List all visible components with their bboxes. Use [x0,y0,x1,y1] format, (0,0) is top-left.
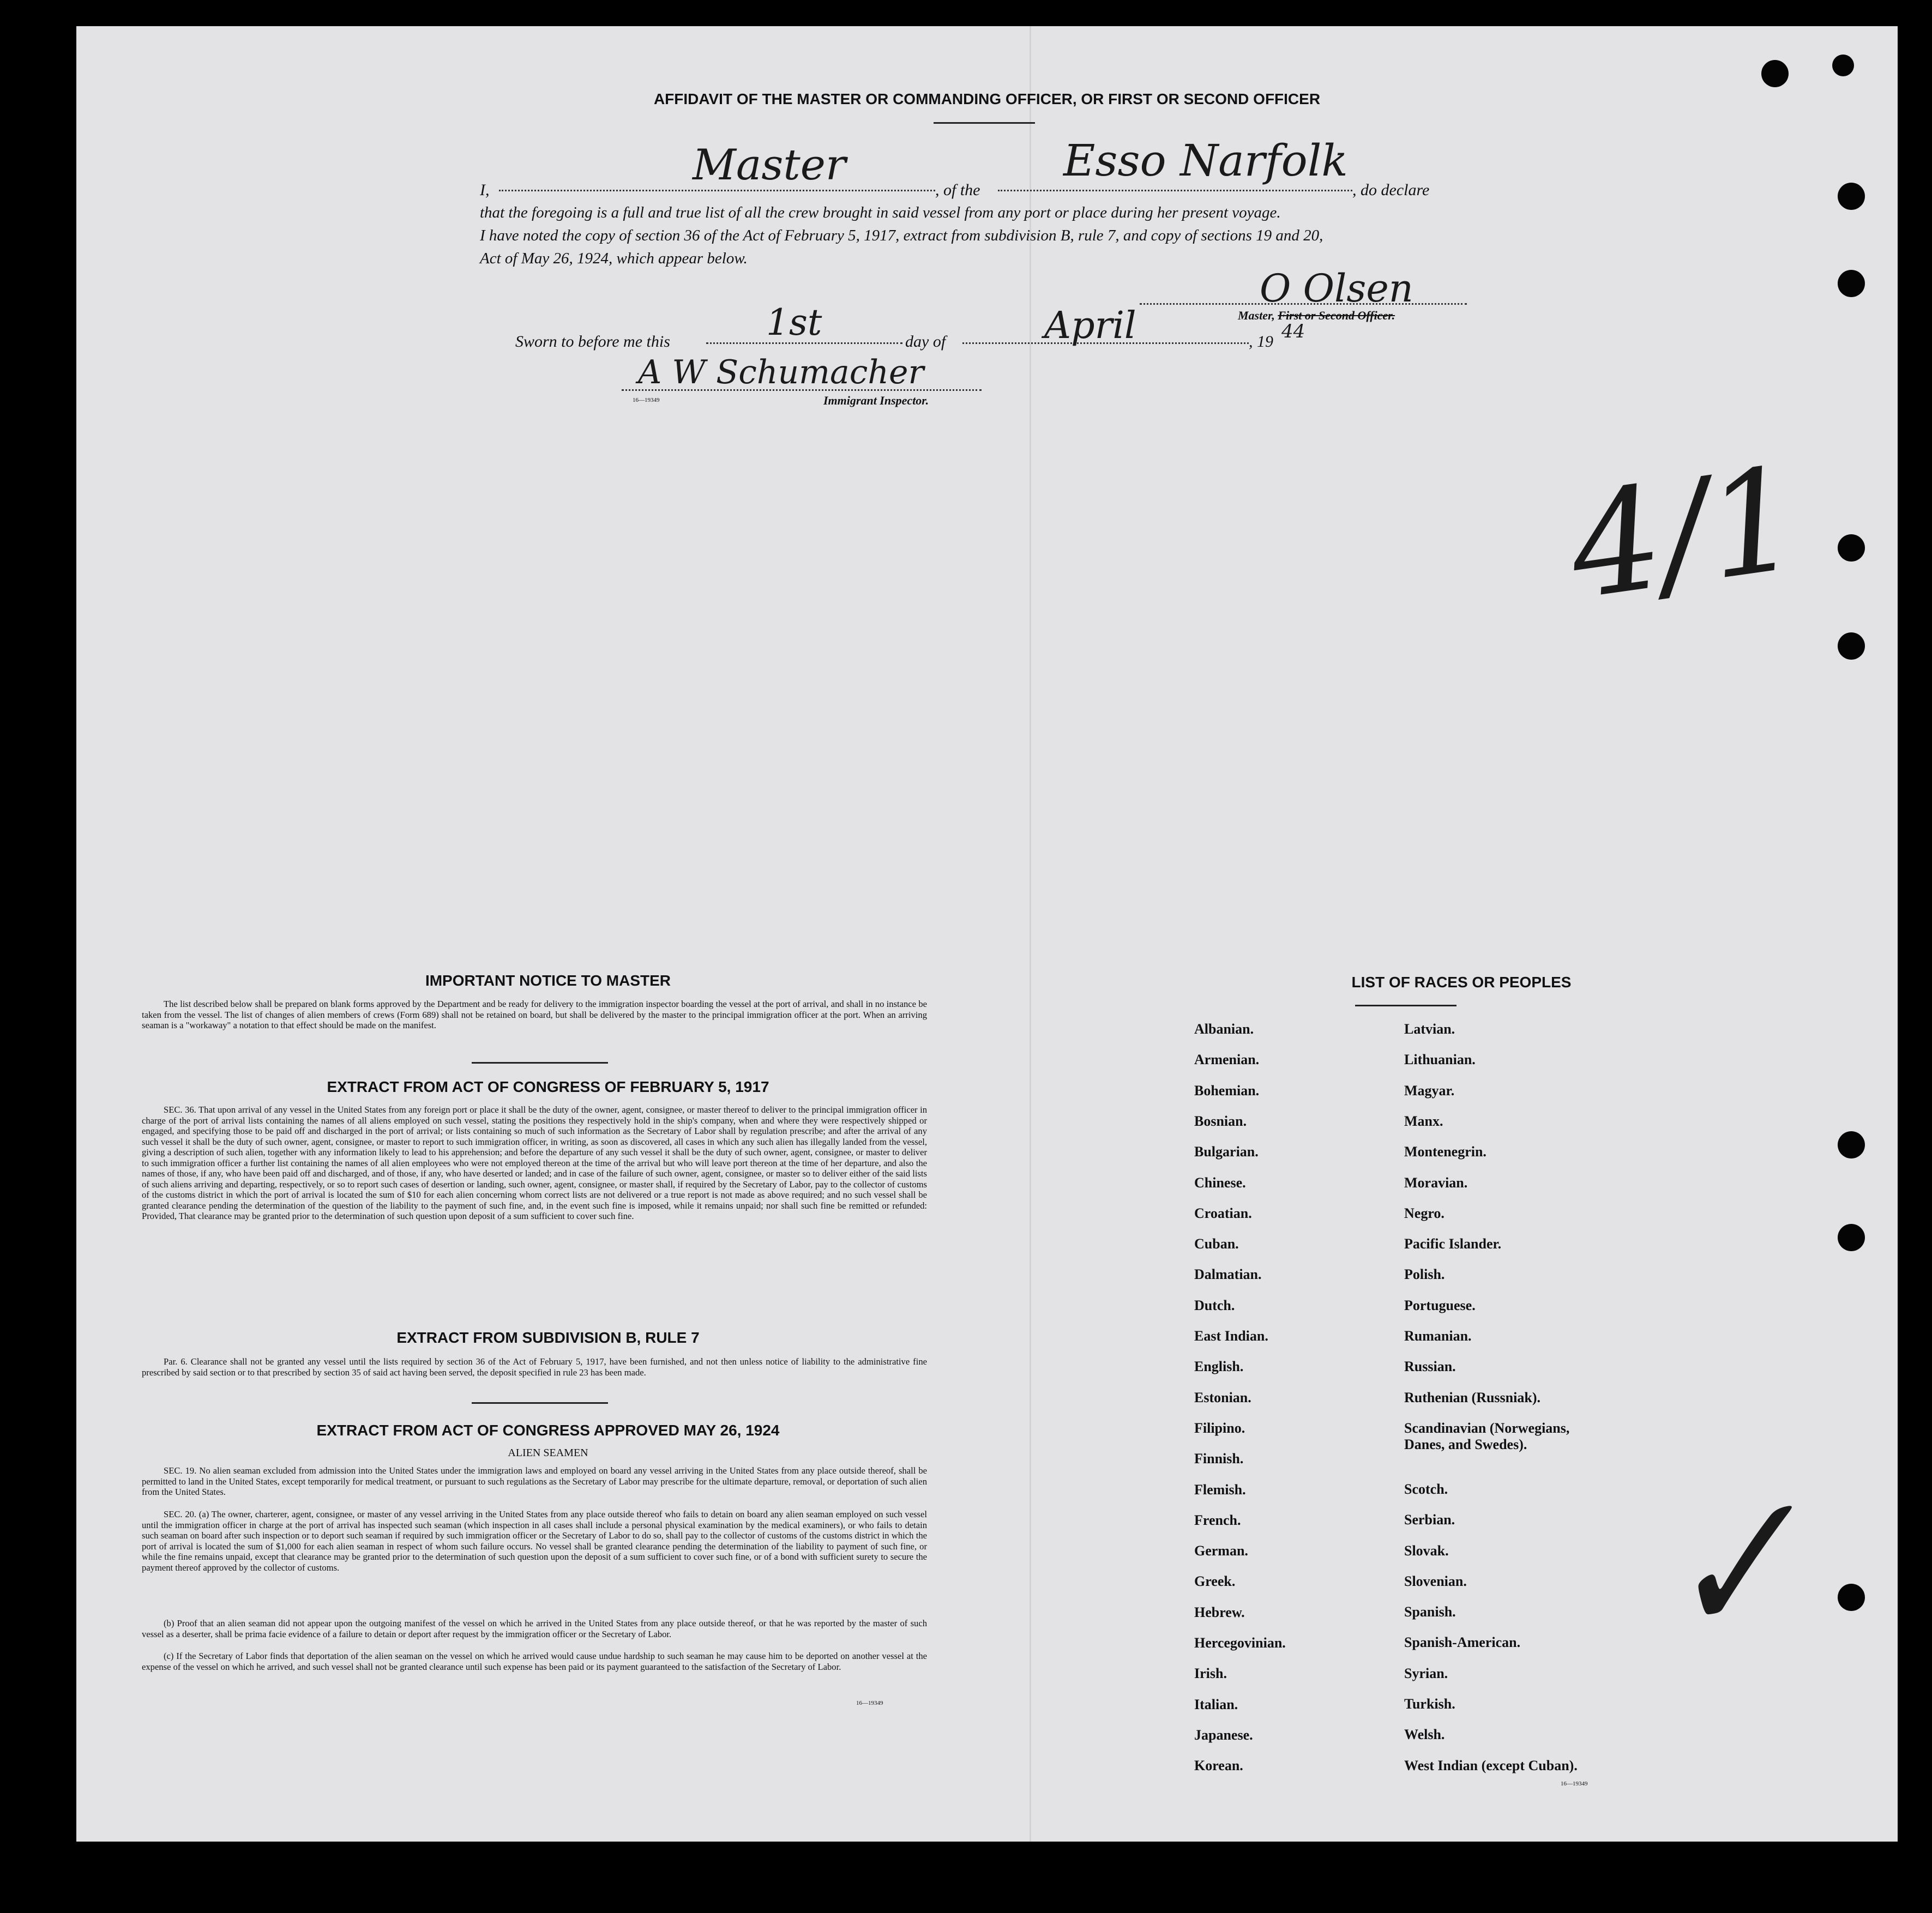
filled-month: April [1044,304,1136,347]
race-item: Ruthenian (Russniak). [1404,1389,1540,1405]
i-label: I, [480,181,490,199]
extract-1924-heading: EXTRACT FROM ACT OF CONGRESS APPROVED MAY 26, 1924 [316,1422,780,1439]
filled-rank: Master [693,141,846,190]
check-annotation: ✓ [1641,1454,1821,1680]
race-item: Rumanian. [1404,1328,1472,1344]
race-item: Magyar. [1404,1082,1455,1099]
race-item: Portuguese. [1404,1297,1476,1313]
rank-line [499,190,935,191]
extract-rule7-heading: EXTRACT FROM SUBDIVISION B, RULE 7 [396,1329,700,1346]
affidavit-form-number: 16—19349 [633,397,660,403]
race-item: Korean. [1194,1758,1243,1774]
race-item: Spanish. [1404,1604,1456,1620]
race-item: Hebrew. [1194,1604,1245,1620]
affidavit-line-4: Act of May 26, 1924, which appear below. [480,250,748,267]
punch-hole [1838,1584,1865,1611]
race-item: Negro. [1404,1205,1445,1221]
race-item: Armenian. [1194,1052,1260,1068]
race-item: Welsh. [1404,1727,1445,1743]
race-item: Albanian. [1194,1021,1254,1037]
punch-hole [1838,270,1865,297]
race-item: West Indian (except Cuban). [1404,1757,1578,1773]
race-item: Croatian. [1194,1205,1252,1221]
inspector-caption: Immigrant Inspector. [823,394,929,407]
of-the-label: , of the [935,181,980,199]
race-item: Bulgarian. [1194,1144,1259,1160]
race-item: Finnish. [1194,1451,1244,1467]
race-item: Scandinavian (Norwegians, Danes, and Swedes). [1404,1420,1570,1452]
extract-rule7-text: Par. 6. Clearance shall not be granted any vessel until the lists required by section 36 of the Act of February 5, 1917, have been furnished, and not then unless notice of liability to the administrative fine prescribed by said section or to that prescribed by section 35 of said act having been served, the deposit specified in rule 23 has been made. [142,1356,927,1378]
race-item: English. [1194,1359,1244,1375]
race-item: Dalmatian. [1194,1266,1262,1283]
race-item: Latvian. [1404,1021,1455,1037]
race-item: Estonian. [1194,1389,1251,1405]
notice-text: The list described below shall be prepared on blank forms approved by the Department and be ready for delivery to the immigration inspector boarding the vessel at the port of arrival, and shall in no instance be taken from the vessel. The list of changes of alien members of crews (Form 689) shall not be retained on board, but shall be delivered by the master to the principal immigration officer at the port. When an arriving seaman is a "workaway" a notation to that effect should be made on the manifest. [142,999,927,1030]
race-item: Turkish. [1404,1696,1455,1712]
race-item: Polish. [1404,1266,1445,1283]
races-rule [1355,1005,1456,1006]
punch-hole [1838,632,1865,660]
fold-line [1030,26,1031,1842]
affidavit-line-2: that the foregoing is a full and true list of all the crew brought in said vessel from any port or place during her present voyage. [480,204,1281,221]
race-item: Slovak. [1404,1542,1449,1559]
extract-1917-heading: EXTRACT FROM ACT OF CONGRESS OF FEBRUARY 5, 1917 [327,1078,769,1095]
extract-1924-sec20a: SEC. 20. (a) The owner, charterer, agent, consignee, or master of any vessel arriving in the United States from any place outside thereof who fails to detain on board any alien seaman employed on such vessel until the immigration officer in charge at the port of arrival has inspected such seaman (which inspection in all cases shall include a personal physical examination by the medical examiners), or who fails to detain such seaman on board after such inspection or to deport such seaman if required by such immigration officer or the Secretary of Labor to do so, shall pay to the collector of customs of the customs district in which the port of arrival is located the sum of $1,000 for each alien seaman in respect of whom such failure occurs. No vessel shall be granted clearance pending the determination of the liability to payment of such fine, or while the fine remains unpaid, except that clearance may be granted prior to the determination of such question upon the deposit of a sum sufficient to cover such fine, or of a bond with sufficient surety to secure the payment thereof approved by the collector of customs. [142,1509,927,1573]
year-prefix: , 19 [1249,333,1273,351]
race-item: Chinese. [1194,1174,1246,1191]
inspector-signature: A W Schumacher [638,353,924,391]
race-item: Russian. [1404,1359,1456,1375]
punch-hole [1832,55,1854,76]
document-sheet [76,26,1898,1842]
race-item: Pacific Islander. [1404,1236,1502,1252]
punch-hole [1838,1224,1865,1251]
race-item: Cuban. [1194,1236,1239,1252]
officer-caption [1238,309,1395,323]
officer-caption-struck: First or Second Officer. [1278,309,1395,322]
race-item: French. [1194,1512,1241,1528]
race-item: Serbian. [1404,1512,1455,1528]
affidavit-title: AFFIDAVIT OF THE MASTER OR COMMANDING OFFICER, OR FIRST OR SECOND OFFICER [653,90,1321,107]
filled-year: 44 [1281,321,1305,342]
notice-rule [472,1062,608,1064]
race-item: Lithuanian. [1404,1052,1476,1068]
race-item: Italian. [1194,1696,1238,1712]
title-underline [934,122,1035,124]
date-annotation: 4/1 [1560,436,1809,631]
race-item: Slovenian. [1404,1573,1467,1589]
master-signature: O Olsen [1260,266,1413,311]
extract-form-number: 16—19349 [856,1700,883,1706]
sworn-label: Sworn to before me this [515,333,670,351]
extract-1917-text: SEC. 36. That upon arrival of any vessel in the United States from any foreign port or place it shall be the duty of the owner, agent, consignee, or master thereof to deliver to the principal immigration officer in charge of the port of arrival lists containing the names of all aliens employed on such vessel, stating the positions they respectively hold in the ship's company, when and where they were respectively shipped or engaged, and specifying those to be paid off and discharged in the port of arrival; or lists containing so much of such information as the Secretary of Labor shall by regulation prescribe; and after the arrival of any such vessel it shall be the duty of such owner, agent, consignee, or master to report to such immigration officer, in writing, as soon as discovered, all cases in which any such alien has illegally landed from the vessel, giving a description of such alien, together with any information likely to lead to his apprehension; and before the departure of any such vessel it shall be the duty of such owner, agent, consignee, or master to deliver to such immigration officer a further list containing the names of all alien employees who were not employed thereon at the time of the arrival but who will leave port thereon at the time of her departure, and also the names of those, if any, who have been paid off and discharged, and of those, if any, who have deserted or landed; and in case of the failure of such owner, agent, consignee, or master so to deliver either of the said lists of such aliens arriving and departing, respectively, or so to report such cases of desertion or landing, such owner, agent, consignee, or master shall, if required by the Secretary of Labor, pay to the collector of customs of the customs district in which the port of arrival is located the sum of $10 for each alien concerning whom correct lists are not delivered or a true report is not made as above required; and no such vessel shall be granted clearance pending the determination of the question of the liability to the payment of such fine, and, in the event such fine is imposed, while it remains unpaid; nor shall such fine be remitted or refunded: Provided, That clearance may be granted prior to the determination of such question upon deposit of a sum sufficient to cover such fine. [142,1105,927,1221]
declare-label: , do declare [1352,181,1430,199]
race-item: Irish. [1194,1665,1227,1682]
race-item: Spanish-American. [1404,1634,1521,1651]
punch-hole [1838,1131,1865,1158]
extract-1924-sec20b: (b) Proof that an alien seaman did not appear upon the outgoing manifest of the vessel on which he arrived in the United States from any place outside thereof, or that he was reported by the master of such vessel as a deserter, shall be prima facie evidence of a failure to detain or deport after request by the immigration officer or the Secretary of Labor. [142,1618,927,1639]
race-item: Japanese. [1194,1727,1253,1743]
rule7-rule [472,1402,608,1404]
punch-hole [1838,534,1865,562]
day-of-label: day of [905,333,946,351]
race-item: Flemish. [1194,1481,1246,1498]
officer-caption-master: Master, [1238,309,1275,322]
race-item: Syrian. [1404,1665,1448,1681]
extract-1924-sec19: SEC. 19. No alien seaman excluded from admission into the United States under the immigration laws and employed on board any vessel arriving in the United States from any place outside thereof, shall be permitted to land in the United States, except temporarily for medical treatment, or pursuant to such regulations as the Secretary of Labor may prescribe for the ultimate departure, removal, or deportation of such alien from the United States. [142,1465,927,1497]
race-item: East Indian. [1194,1328,1268,1344]
filled-vessel: Esso Narfolk [1063,135,1348,186]
race-item: Bosnian. [1194,1113,1247,1129]
vessel-line [998,190,1352,191]
race-item: Scotch. [1404,1481,1448,1497]
extract-1924-subheading: ALIEN SEAMEN [508,1447,588,1459]
race-item: Greek. [1194,1573,1236,1590]
race-item: German. [1194,1543,1248,1559]
filled-day: 1st [766,301,822,343]
races-heading: LIST OF RACES OR PEOPLES [1351,974,1572,991]
races-form-number: 16—19349 [1561,1781,1588,1787]
punch-hole [1838,183,1865,210]
affidavit-line-3: I have noted the copy of section 36 of the Act of February 5, 1917, extract from subdivision B, rule 7, and copy of sections 19 and 20, [480,227,1323,244]
race-item: Hercegovinian. [1194,1635,1286,1651]
race-item: Montenegrin. [1404,1144,1486,1160]
notice-heading: IMPORTANT NOTICE TO MASTER [425,972,671,989]
punch-hole [1761,60,1789,87]
inspector-line [622,389,982,391]
race-item: Moravian. [1404,1174,1468,1191]
race-item: Filipino. [1194,1420,1245,1436]
race-item: Bohemian. [1194,1082,1260,1099]
extract-1924-sec20c: (c) If the Secretary of Labor finds that deportation of the alien seaman on the vessel on which he arrived would cause undue hardship to such seaman he may cause him to be deported on another vessel at the expense of the vessel on which he arrived, and such vessel shall not be granted clearance until such expense has been paid or its payment guaranteed to the satisfaction of the Secretary of Labor. [142,1651,927,1672]
race-item: Dutch. [1194,1297,1235,1313]
race-item: Manx. [1404,1113,1443,1129]
